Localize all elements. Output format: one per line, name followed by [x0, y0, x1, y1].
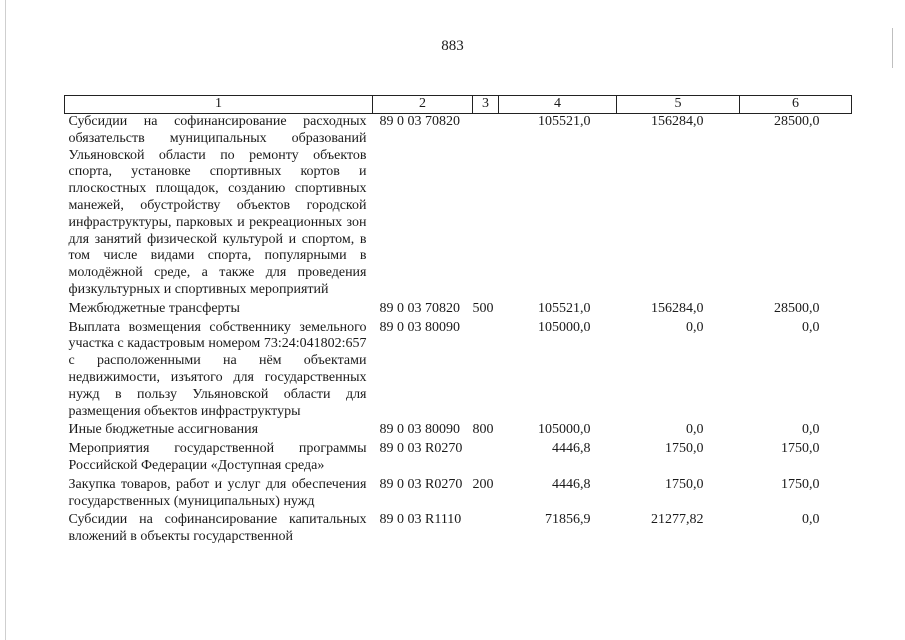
row-value-6: 0,0	[802, 319, 820, 335]
row-code: 89 0 03 70820	[379, 114, 460, 129]
table-row	[65, 512, 852, 548]
row-name: Выплата возмещения собственнику земельного участка с кадастровым номером 73:24:041802:657 с расположенными на нём объектами недвижимости, изъятого для государственных нужд в пользу Ульяновской области для размещения объектов инфраструктуры	[68, 319, 367, 419]
row-name: Субсидии на софинансирование капитальных вложений в объекты государственной	[68, 512, 367, 545]
row-code: 89 0 03 80090	[379, 319, 460, 335]
row-type: 200	[472, 476, 494, 492]
row-value-6: 1750,0	[781, 476, 820, 492]
row-value-5: 156284,0	[651, 300, 704, 316]
row-value-5: 156284,0	[651, 114, 704, 129]
page-number: 883	[441, 38, 464, 54]
row-name: Иные бюджетные ассигнования	[68, 422, 259, 438]
row-code: 89 0 03 R0270	[379, 441, 463, 457]
row-value-4: 105521,0	[538, 114, 591, 129]
table-row	[65, 441, 852, 477]
row-name: Межбюджетные трансферты	[68, 300, 240, 316]
row-value-4: 105521,0	[538, 300, 591, 316]
table-row	[65, 301, 852, 320]
row-value-6: 0,0	[802, 512, 820, 528]
row-value-5: 21277,82	[651, 512, 704, 528]
row-value-5: 1750,0	[665, 476, 704, 492]
row-type: 500	[472, 300, 494, 316]
budget-table	[64, 95, 852, 548]
row-value-6: 1750,0	[781, 441, 820, 457]
row-code: 89 0 03 R0270	[379, 476, 463, 492]
table-header-row	[65, 96, 852, 114]
header-col-5: 5	[617, 96, 740, 114]
header-col-2: 2	[373, 96, 473, 114]
row-value-4: 4446,8	[552, 441, 591, 457]
table-row	[65, 114, 852, 301]
row-type	[473, 512, 499, 548]
row-type	[473, 114, 499, 301]
header-col-6: 6	[740, 96, 852, 114]
header-col-4: 4	[499, 96, 617, 114]
row-type: 800	[472, 422, 494, 438]
row-type	[473, 441, 499, 477]
row-type	[473, 320, 499, 423]
table-row	[65, 422, 852, 441]
header-col-1: 1	[65, 96, 373, 114]
row-value-5: 0,0	[686, 319, 704, 335]
row-code: 89 0 03 70820	[379, 300, 460, 316]
row-name: Закупка товаров, работ и услуг для обеспечения государственных (муниципальных) нужд	[68, 476, 367, 509]
row-value-5: 1750,0	[665, 441, 704, 457]
row-value-4: 4446,8	[552, 476, 591, 492]
row-name: Субсидии на софинансирование расходных обязательств муниципальных образований Ульяновской области по ремонту объектов спорта, установке спортивных кортов и плоскостных площадок, созданию спортивных манежей, обустройству объектов городской инфраструктуры, парковых и рекреационных зон для занятий физической культурой и спортом, в том числе видами спорта, популярными в молодёжной среде, а также для проведения физкультурных и спортивных мероприятий	[68, 114, 367, 297]
row-value-6: 0,0	[802, 422, 820, 438]
row-value-4: 105000,0	[538, 422, 591, 438]
row-value-4: 71856,9	[545, 512, 591, 528]
row-code: 89 0 03 R1110	[379, 512, 462, 528]
row-value-5: 0,0	[686, 422, 704, 438]
row-code: 89 0 03 80090	[379, 422, 460, 438]
row-value-6: 28500,0	[774, 114, 820, 129]
table-row	[65, 320, 852, 423]
header-col-3: 3	[473, 96, 499, 114]
row-value-6: 28500,0	[774, 300, 820, 316]
scan-edge-line-left	[5, 0, 6, 640]
table-row	[65, 477, 852, 513]
row-value-4: 105000,0	[538, 319, 591, 335]
row-name: Мероприятия государственной программы Российской Федерации «Доступная среда»	[68, 441, 367, 473]
